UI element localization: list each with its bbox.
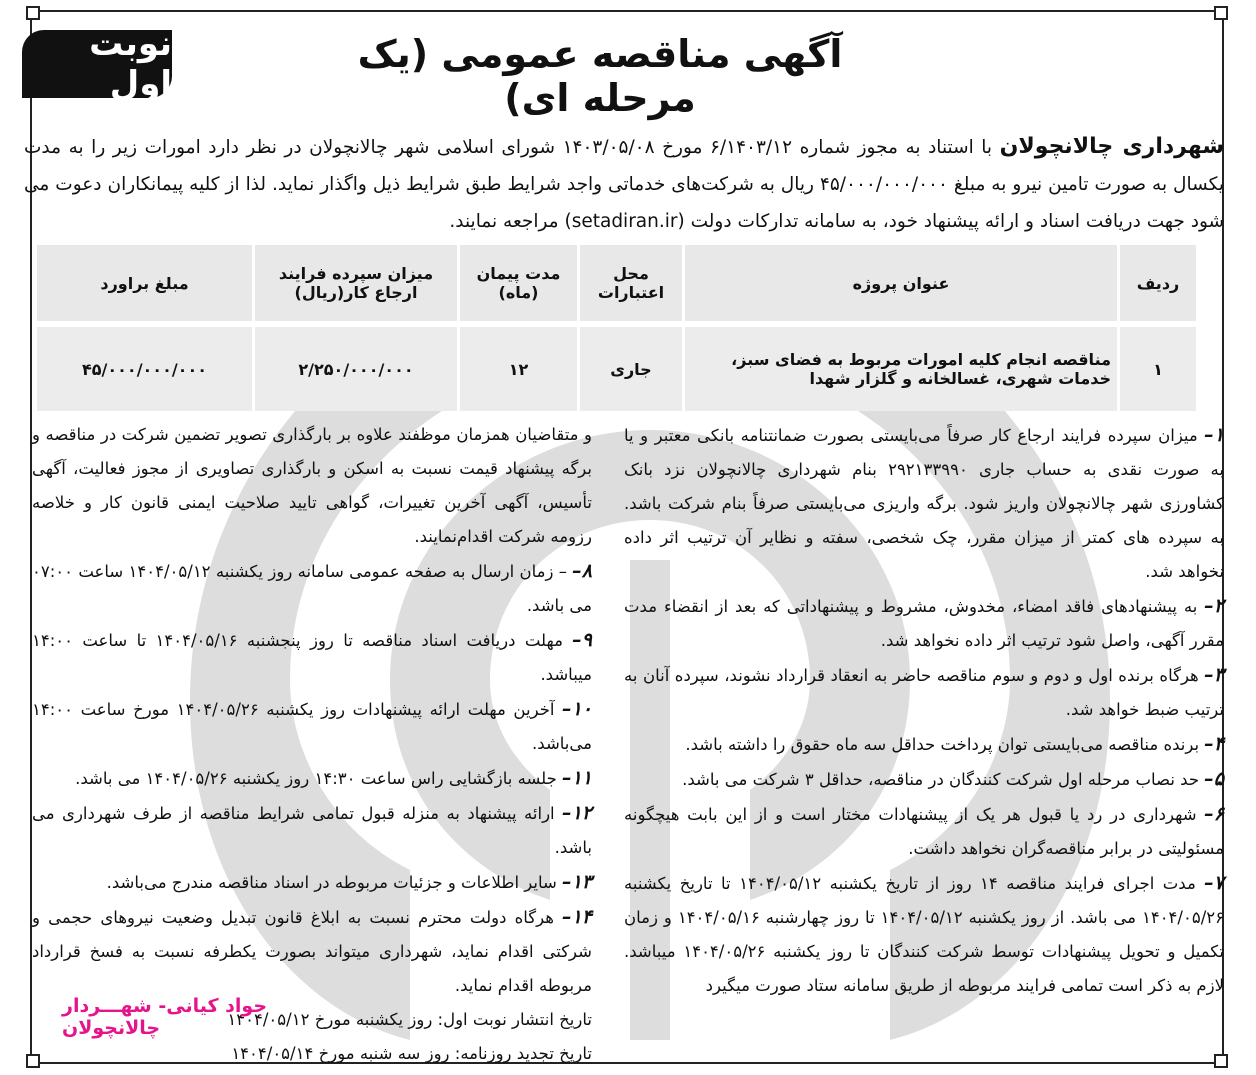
cell-estimate-amount: ۴۵/۰۰۰/۰۰۰/۰۰۰ [36,324,254,411]
condition-item: ۴– برنده مناقصه می‌بایستی توان پرداخت حداقل سه ماه حقوق را داشته باشد. [685,733,1224,755]
condition-item: ۲– به پیشنهادهای فاقد امضاء، مخدوش، مشروط و پیشنهاداتی که بعد از انقضاء مدت مقرر آگهی، واصل شود ترتیب اثر داده نخواهد شد. [624,595,1224,650]
intro-text: با استناد به مجوز شماره ۶/۱۴۰۳/۱۲ مورخ ۱۴۰۳/۰۵/۰۸ شورای اسلامی شهر چالانچولان در نظر دارد امورات زیر را به مدت یکسال به صورت تامین نیرو به مبلغ ۴۵/۰۰۰/۰۰۰/۰۰۰ ریال به شرکت‌های خدماتی واجد شرایط طبق شرایط ذیل واگذار نماید. لذا از کلیه پیمانکاران دعوت می شود جهت دریافت اسناد و ارائه پیشنهاد خود، به سامانه تدارکات دولت (setadiran.ir) مراجعه نمایند. [24,137,1225,232]
condition-item: ۹– مهلت دریافت اسناد مناقصه تا روز پنجشنبه ۱۴۰۴/۰۵/۱۶ تا ساعت ۱۴:۰۰ میباشد. [32,629,592,684]
header-contract-duration: مدت پیمان (ماه) [459,245,579,324]
condition-item: ۱– میزان سپرده فرایند ارجاع کار صرفاً می‌بایستی بصورت ضمانتنامه بانکی معتبر و یا به صورت نقدی به حساب جاری ۲۹۲۱۳۳۹۹۰ بنام شهرداری چالانچولان نزد بانک کشاورزی شهر چالانچولان واریز شود. برگه واریزی می‌بایستی صرفاً بنام شرکت باشد. به سپرده های کمتر از میزان مقرر، چک شخصی، سفته و نظایر آن ترتیب اثر داده نخواهد شد. [624,424,1224,581]
table-row [36,324,1197,411]
conditions-left-column [32,418,592,1071]
condition-item: ۶– شهرداری در رد یا قبول هر یک از پیشنهادات مختار است و از این بابت هیچگونه مسئولیتی در برابر مناقصه‌گران نخواهد داشت. [624,803,1224,858]
intro-paragraph [24,128,1224,240]
condition-item: ۷– مدت اجرای فرایند مناقصه ۱۴ روز از تاریخ یکشنبه ۱۴۰۴/۰۵/۱۲ تا تاریخ یکشنبه ۱۴۰۴/۰۵/۲۶ می باشد. از روز یکشنبه ۱۴۰۴/۰۵/۱۲ تا روز چهارشنبه ۱۴۰۴/۰۵/۱۶ و زمان تکمیل و تحویل پیشنهادات توسط شرکت کنندگان تا روز یکشنبه ۱۴۰۴/۰۵/۲۶ میباشد. لازم به ذکر است تمامی فرایند مربوطه از طریق سامانه ستاد صورت میگیرد [624,872,1224,995]
notice-round-badge: نوبت اول [22,30,172,98]
cell-budget-source: جاری [579,324,684,411]
cell-row-number: ۱ [1119,324,1197,411]
header-budget-source: محل اعتبارات [579,245,684,324]
condition-continuation: و متقاضیان همزمان موظفند علاوه بر بارگذاری تصویر تضمین شرکت در مناقصه و برگه پیشنهاد قیمت نسبت به اسکن و بارگذاری تصاویری از مجوز فعالیت، آگهی تأسیس، آگهی آخرین تغییرات، گواهی تایید صلاحیت ایمنی قانون کار و خلاصه رزومه شرکت اقدام‌نمایند. [32,425,592,546]
cell-project-title: مناقصه انجام کلیه امورات مربوط به فضای سبز، خدمات شهری، غسالخانه و گلزار شهدا [684,324,1119,411]
cell-deposit-amount: ۲/۲۵۰/۰۰۰/۰۰۰ [254,324,459,411]
header-estimate-amount: مبلغ براورد [36,245,254,324]
condition-item: ۱۰– آخرین مهلت ارائه پیشنهادات روز یکشنبه ۱۴۰۴/۰۵/۲۶ مورخ ساعت ۱۴:۰۰ می‌باشد. [32,698,592,753]
condition-item: ۱۴– هرگاه دولت محترم نسبت به ابلاغ قانون تبدیل وضعیت نیروهای حجمی و شرکتی اقدام نماید، شهرداری میتواند بصورت یکطرفه نسبت به فسخ قرارداد مربوطه اقدام نماید. [32,906,592,995]
condition-item: ۱۲– ارائه پیشنهاد به منزله قبول تمامی شرایط مناقصه از طرف شهرداری می باشد. [32,802,592,857]
condition-item: ۱۳– سایر اطلاعات و جزئیات مربوطه در اسناد مناقصه مندرج می‌باشد. [106,871,592,893]
mayor-signature: جواد کیانی- شهـــردار چالانچولان [62,995,268,1039]
page-title: آگهی مناقصه عمومی (یک مرحله ای) [357,32,843,120]
publish-date-first: تاریخ انتشار نوبت اول: روز یکشنبه مورخ ۱۴۰۴/۰۵/۱۲ [227,1010,592,1029]
condition-item: ۱۱– جلسه بازگشایی راس ساعت ۱۴:۳۰ روز یکشنبه ۱۴۰۴/۰۵/۲۶ می باشد. [75,767,592,789]
conditions-right-column [624,418,1224,1003]
condition-item: ۳– هرگاه برنده اول و دوم و سوم مناقصه حاضر به انعقاد قرارداد نشوند، سپرده آنان به ترتیب ضبط خواهد شد. [624,664,1224,719]
header-deposit-amount: میزان سپرده فرایند ارجاع کار(ریال) [254,245,459,324]
project-table [34,245,1196,411]
condition-item: ۸– – زمان ارسال به صفحه عمومی سامانه روز یکشنبه ۱۴۰۴/۰۵/۱۲ ساعت ۰۷:۰۰ می باشد. [32,560,593,615]
cell-contract-duration: ۱۲ [459,324,579,411]
header-project-title: عنوان پروژه [684,245,1119,324]
header-row-number: ردیف [1119,245,1197,324]
org-name: شهرداری چالانچولان [999,134,1225,159]
condition-item: ۵– حد نصاب مرحله اول شرکت کنندگان در مناقصه، حداقل ۳ شرکت می باشد. [682,768,1224,790]
publish-date-renew: تاریخ تجدید روزنامه: روز سه شنبه مورخ ۱۴۰۴/۰۵/۱۴ [231,1044,592,1063]
table-header-row [36,245,1197,324]
